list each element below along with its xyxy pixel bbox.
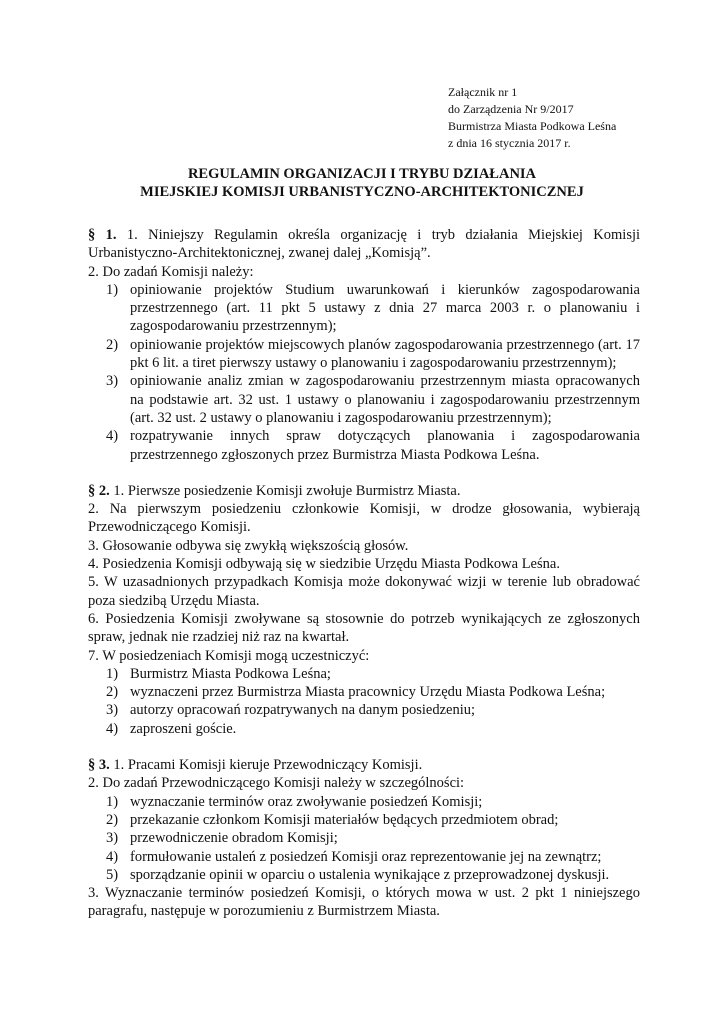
section-3-para-1	[88, 756, 640, 774]
list-item	[106, 720, 640, 738]
list-item-text: Burmistrz Miasta Podkowa Leśna;	[130, 665, 331, 682]
list-item-text: autorzy opracowań rozpatrywanych na danym posiedzeniu;	[130, 702, 476, 719]
list-item-text: zaproszeni goście.	[130, 720, 237, 737]
list-item-number: 4)	[106, 720, 119, 737]
list-item	[106, 336, 640, 373]
list-item	[106, 701, 640, 719]
list-item-number: 1)	[106, 665, 119, 682]
section-2-para-7: 7. W posiedzeniach Komisji mogą uczestniczyć:	[88, 647, 370, 664]
list-item	[106, 281, 640, 336]
list-item-text: formułowanie ustaleń z posiedzeń Komisji oraz reprezentowanie jej na zewnątrz;	[130, 848, 602, 865]
title-line-1: REGULAMIN ORGANIZACJI I TRYBU DZIAŁANIA	[187, 166, 537, 182]
section-3-list	[88, 793, 640, 884]
section-1-text-1: 1. Niniejszy Regulamin określa organizację i tryb działania Miejskiej Komisji Urbanistyczno-Architektonicznej, zwanej dalej „Komisją”.	[88, 227, 641, 262]
section-3-para-3: 3. Wyznaczanie terminów posiedzeń Komisji, o których mowa w ust. 2 pkt 1 niniejszego paragrafu, następuje w porozumieniu z Burmistrzem Miasta.	[88, 885, 640, 920]
list-item-number: 3)	[106, 830, 119, 847]
list-item-text: opiniowanie analiz zmian w zagospodarowaniu przestrzennym miasta opracowanych na podstawie art. 32 ust. 1 ustawy o planowaniu i zagospodarowaniu przestrzennym (art. 32 ust. 2 ustawy o planowaniu i zagospodarowaniu przestrzennym);	[130, 373, 640, 426]
annex-line-1: Załącznik nr 1	[448, 85, 518, 99]
section-1-list	[88, 281, 640, 464]
list-item	[106, 848, 640, 866]
section-2-number: § 2.	[88, 482, 110, 499]
section-3-number: § 3.	[88, 757, 110, 774]
list-item	[106, 372, 640, 427]
list-item-number: 1)	[106, 793, 119, 810]
annex-header	[448, 84, 616, 152]
list-item-text: wyznaczanie terminów oraz zwoływanie posiedzeń Komisji;	[130, 793, 483, 810]
list-item-text: wyznaczeni przez Burmistrza Miasta pracownicy Urzędu Miasta Podkowa Leśna;	[130, 684, 606, 701]
section-2-para-5: 5. W uzasadnionych przypadkach Komisja może dokonywać wizji w terenie lub obradować poza siedzibą Urzędu Miasta.	[88, 574, 640, 609]
list-item	[106, 829, 640, 847]
list-item	[106, 811, 640, 829]
section-2-para-6: 6. Posiedzenia Komisji zwoływane są stosownie do potrzeb wynikających ze zgłoszonych spraw, jednak nie rzadziej niż raz na kwartał.	[88, 610, 640, 646]
section-2-para-2: 2. Na pierwszym posiedzeniu członkowie Komisji, w drodze głosowania, wybierają Przewodniczącego Komisji.	[88, 501, 640, 536]
list-item	[106, 793, 640, 811]
annex-line-4: z dnia 16 stycznia 2017 r.	[448, 136, 571, 150]
list-item-number: 3)	[106, 373, 119, 390]
list-item-text: rozpatrywanie innych spraw dotyczących planowania i zagospodarowania przestrzennego zgłoszonych przez Burmistrza Miasta Podkowa Leśna.	[130, 428, 640, 463]
document-title	[0, 165, 724, 201]
document-body	[88, 226, 640, 921]
list-item-number: 2)	[106, 336, 119, 353]
section-1-para-1	[88, 226, 640, 263]
section-2-para-4: 4. Posiedzenia Komisji odbywają się w siedzibie Urzędu Miasta Podkowa Leśna.	[88, 556, 560, 573]
section-3	[88, 756, 640, 921]
section-2-para-3: 3. Głosowanie odbywa się zwykłą większością głosów.	[88, 537, 409, 554]
annex-line-2: do Zarządzenia Nr 9/2017	[448, 102, 574, 116]
section-1	[88, 226, 640, 464]
section-2	[88, 482, 640, 738]
annex-line-3: Burmistrza Miasta Podkowa Leśna	[448, 119, 617, 133]
list-item-text: opiniowanie projektów miejscowych planów zagospodarowania przestrzennego (art. 17 pkt 6 lit. a tiret pierwszy ustawy o planowaniu i zagospodarowaniu przestrzennym);	[130, 336, 640, 372]
section-1-number: § 1.	[88, 227, 117, 243]
section-3-para-2: 2. Do zadań Przewodniczącego Komisji należy w szczególności:	[88, 775, 465, 792]
list-item	[106, 683, 640, 701]
list-item-text: przewodniczenie obradom Komisji;	[130, 830, 338, 847]
title-line-2: MIEJSKIEJ KOMISJI URBANISTYCZNO-ARCHITEKTONICZNEJ	[140, 184, 584, 200]
section-2-text-1: 1. Pierwsze posiedzenie Komisji zwołuje Burmistrz Miasta.	[113, 482, 461, 499]
list-item-number: 3)	[106, 702, 119, 719]
list-item-number: 2)	[106, 684, 119, 701]
section-2-list	[88, 665, 640, 738]
list-item-number: 2)	[106, 811, 119, 828]
section-2-para-1	[88, 482, 640, 500]
list-item	[106, 427, 640, 464]
list-item-text: opiniowanie projektów Studium uwarunkowań i kierunków zagospodarowania przestrzennego (art. 11 pkt 5 ustawy z dnia 27 marca 2003 r. o planowaniu i zagospodarowaniu przestrzennym);	[130, 281, 640, 335]
list-item-number: 5)	[106, 866, 119, 883]
list-item-number: 4)	[106, 848, 119, 865]
list-item-text: przekazanie członkom Komisji materiałów będących przedmiotem obrad;	[130, 811, 559, 828]
section-1-para-2: 2. Do zadań Komisji należy:	[88, 263, 254, 280]
list-item	[106, 665, 640, 683]
list-item	[106, 866, 640, 884]
list-item-number: 1)	[106, 281, 119, 298]
list-item-text: sporządzanie opinii w oparciu o ustalenia wynikające z przeprowadzonej dyskusji.	[130, 866, 610, 883]
section-3-text-1: 1. Pracami Komisji kieruje Przewodniczący Komisji.	[113, 757, 423, 774]
list-item-number: 4)	[106, 428, 119, 445]
